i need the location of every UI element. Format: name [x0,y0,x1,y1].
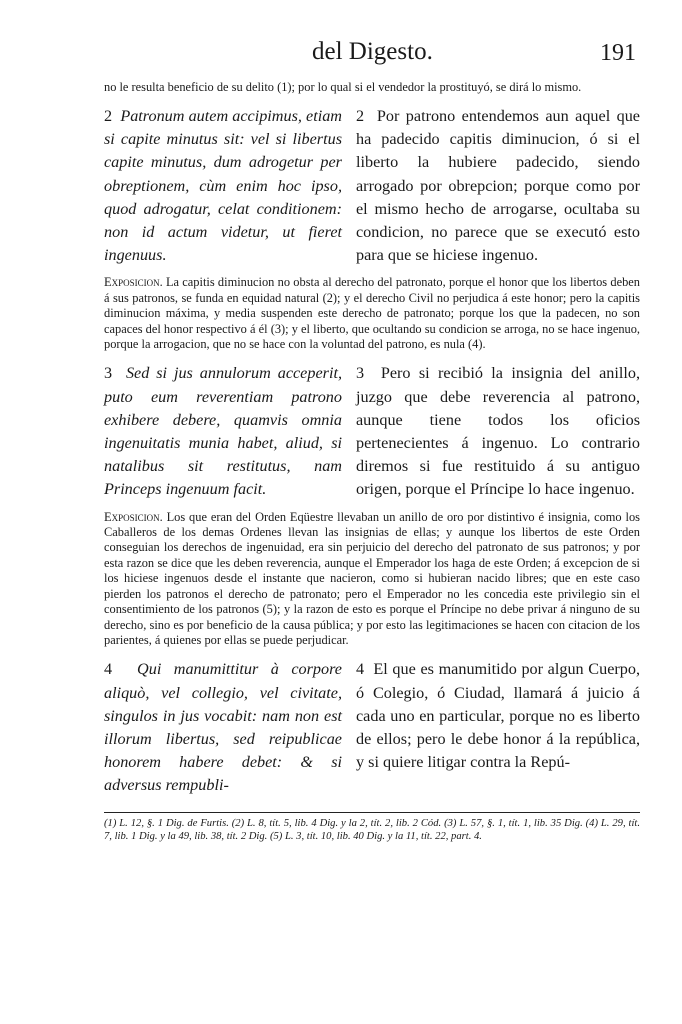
continuation-text: no le resulta beneficio de su delito (1); por lo qual si el vendedor la prostituyó, se dirá lo mismo. [104,80,582,94]
exposicion-label: Exposicion. [104,275,163,290]
spanish-text: Por patrono entendemos aun aquel que ha padecido capitis diminucion, ó si el liberto la hubiere padecido, siendo arrogado por obrepcion; porque como por el mismo hecho de arrogarse, ocultaba su condicion, no parece que se executó esto para que se hiciese ingenuo. [356,107,640,265]
section-number: 2 [356,107,365,125]
latin-text: Patronum autem accipimus, etiam si capite minutus sit: vel si libertus capite minutus, dum adrogetur per obreptionem, cùm enim hoc ipso, quod adrogatur, celat conditionem: non id actum videtur, ut fieret ingenuus. [104,107,342,265]
footnotes: (1) L. 12, §. 1 Dig. de Furtis. (2) L. 8, tít. 5, lib. 4 Dig. y la 2, tít. 2, lib. 2 Cód. (3) L. 57, §. 1, tít. 1, lib. 35 Dig. (4) L. 29, tít. 7, lib. 1 Dig. y la 49, lib. 38, tít. 2 Dig. (5) L. 3, tít. 10, lib. 40 Dig. y la 11, tít. 22, part. 4. [104,817,640,842]
latin-text: Sed si jus annulorum acceperit, puto eum reverentiam patrono exhibere debere, quamvis omnia ingenuitatis munia habet, aliud, si natalibus sit restitutus, nam Princeps ingenuum facit. [104,364,342,499]
exposicion-3 [104,510,640,649]
section-number: 3 [104,364,113,383]
page [104,38,640,843]
exposicion-2 [104,275,640,352]
section-4 [104,658,640,797]
exposicion-text: Los que eran del Orden Eqüestre llevaban un anillo de oro por distintivo é insignia, como los Caballeros de los demas Ordenes llevan las insignias de ellas; y aunque los libertos de este Orden conseguian los derechos de ingenuidad, era sin perjuicio del derecho del patronato de sus patronos; y por esta razon se dice que les deben reverencia, aunque el Emperador los haga de este Orden; á excepcion de si los hiciese ingenuos desde el instante que nacieron, como si hubieran nacido libres; que en este caso pierden los patronos el derecho de patronato; pero el Emperador no les concedia este privilegio sin el consentimiento de los patronos (5); y la razon de esto es porque el Príncipe no debe privar á ninguno de su derecho, sino es por beneficio de la causa pública; y por esto las legitimaciones se hacen con citacion de los parientes, á quienes por ellas se puede perjudicar. [104,509,640,647]
page-header [104,38,640,78]
spanish-column [356,362,640,501]
exposicion-label: Exposicion. [104,509,163,524]
spanish-text: El que es manumitido por algun Cuerpo, ó Colegio, ó Ciudad, llamará á juicio á cada uno en particular, porque no es liberto de ellos; pero le debe honor á la república, y si quiere litigar contra la Repú- [356,660,640,772]
latin-column [104,658,342,797]
exposicion-text: La capitis diminucion no obsta al derecho del patronato, porque el honor que los libertos deben á sus patronos, se funda en equidad natural (2); y el derecho Civil no perjudica á este honor; pero la capitis diminucion máxima, y media suspenden este derecho de patronato; porque los que la padecen, no son capaces del honor respectivo á él (3); y el liberto, que ocultando su condicion se arroga, no se hace ingenuo, porque la arrogacion, que no se hace con la voluntad del patrono, es nula (4). [104,275,640,352]
latin-text: Qui manumittitur à corpore aliquò, vel collegio, vel civitate, singulos in jus vocabit: nam non est illorum libertus, sed reipublicae honorem habere debet: & si adversus rempubli- [104,660,342,795]
latin-column [104,105,342,267]
spanish-text: Pero si recibió la insignia del anillo, juzgo que debe reverencia al patrono, aunque tiene todos los oficios pertenecientes á ingenuo. Lo contrario diremos si fue restituido á su antiguo origen, porque el Príncipe lo hace ingenuo. [356,364,640,499]
section-number: 3 [356,364,365,383]
section-2 [104,105,640,267]
section-number: 4 [104,660,113,679]
spanish-column [356,105,640,267]
section-3 [104,362,640,501]
latin-column [104,362,342,501]
running-title: del Digesto. [312,38,433,65]
section-number: 2 [104,107,113,125]
spanish-column [356,658,640,797]
page-number: 191 [600,40,636,66]
footnote-divider [104,812,640,813]
section-number: 4 [356,660,365,679]
